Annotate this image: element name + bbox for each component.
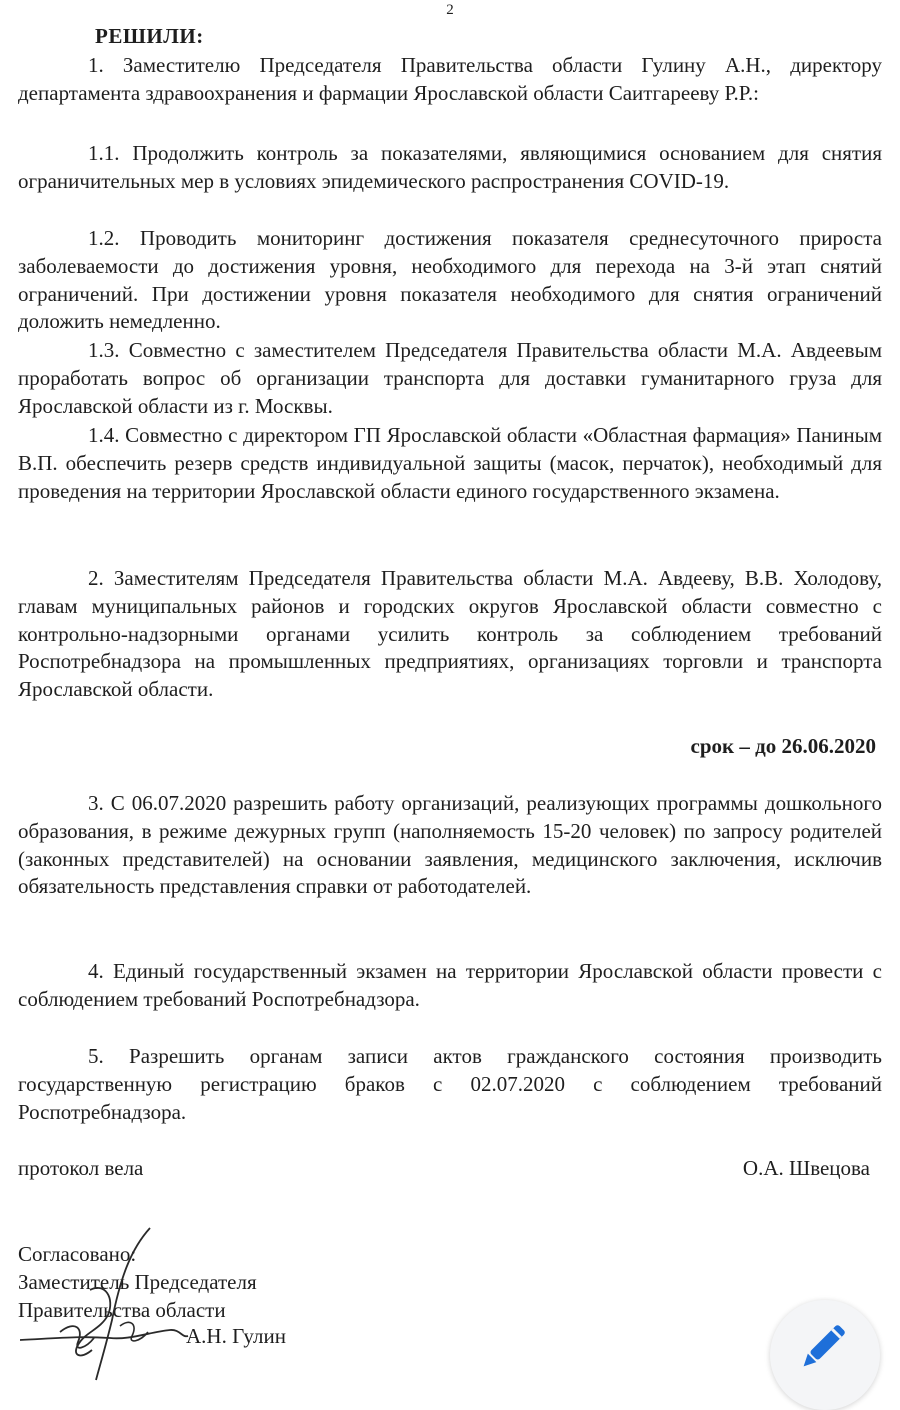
approval-position-line-2: Правительства области <box>18 1298 226 1322</box>
item-1-2: 1.2. Проводить мониторинг достижения показателя среднесуточного прироста заболеваемости до достижения уровня, необходимого для перехода на 3-й этап снятий ограничений. При достижении уровня показателя необходимого для снятия ограничений доложить немедленно. <box>18 226 882 334</box>
item-3: 3. С 06.07.2020 разрешить работу организаций, реализующих программы дошкольного образования, в режиме дежурных групп (наполняемость 15-20 человек) по запросу родителей (законных представителей) на основании заявления, медицинского заключения, исключив обязательность представления справки от работодателей. <box>18 791 882 899</box>
item-2: 2. Заместителям Председателя Правительства области М.А. Авдееву, В.В. Холодову, главам муниципальных районов и городских округов Ярославской области совместно с контрольно-надзорными органами усилить контроль за соблюдением требований Роспотребнадзора на промышленных предприятиях, организациях торговли и транспорта Ярославской области. <box>18 566 882 702</box>
deadline: срок – до 26.06.2020 <box>690 734 876 758</box>
item-5: 5. Разрешить органам записи актов гражданского состояния производить государственную регистрацию браков с 02.07.2020 с соблюдением требований Роспотребнадзора. <box>18 1044 882 1124</box>
item-1-intro: 1. Заместителю Председателя Правительства области Гулину А.Н., директору департамента здравоохранения и фармации Ярославской области Саитгарееву Р.Р.: <box>18 53 882 105</box>
item-1-4: 1.4. Совместно с директором ГП Ярославской области «Областная фармация» Паниным В.П. обеспечить резерв средств индивидуальной защиты (масок, перчаток), необходимый для проведения на территории Ярославской области единого государственного экзамена. <box>18 423 882 503</box>
protocol-label: протокол вела <box>18 1156 144 1180</box>
item-4: 4. Единый государственный экзамен на территории Ярославской области провести с соблюдением требований Роспотребнадзора. <box>18 959 882 1011</box>
approval-label: Согласовано: <box>18 1242 137 1266</box>
pencil-icon <box>792 1318 852 1378</box>
page-number: 2 <box>446 2 454 18</box>
item-1-1: 1.1. Продолжить контроль за показателями, являющимися основанием для снятия ограничительных мер в условиях эпидемического распространения COVID-19. <box>18 141 882 193</box>
handwritten-signature <box>20 1220 220 1381</box>
edit-button[interactable] <box>770 1300 880 1410</box>
protocol-signer: О.А. Швецова <box>742 1156 870 1180</box>
decision-heading: РЕШИЛИ: <box>95 24 204 48</box>
approval-signer-name: А.Н. Гулин <box>186 1324 286 1348</box>
approval-position-line-1: Заместитель Председателя <box>18 1270 257 1294</box>
item-1-3: 1.3. Совместно с заместителем Председателя Правительства области М.А. Авдеевым проработать вопрос об организации транспорта для доставки гуманитарного груза для Ярославской области из г. Москвы. <box>18 338 882 418</box>
